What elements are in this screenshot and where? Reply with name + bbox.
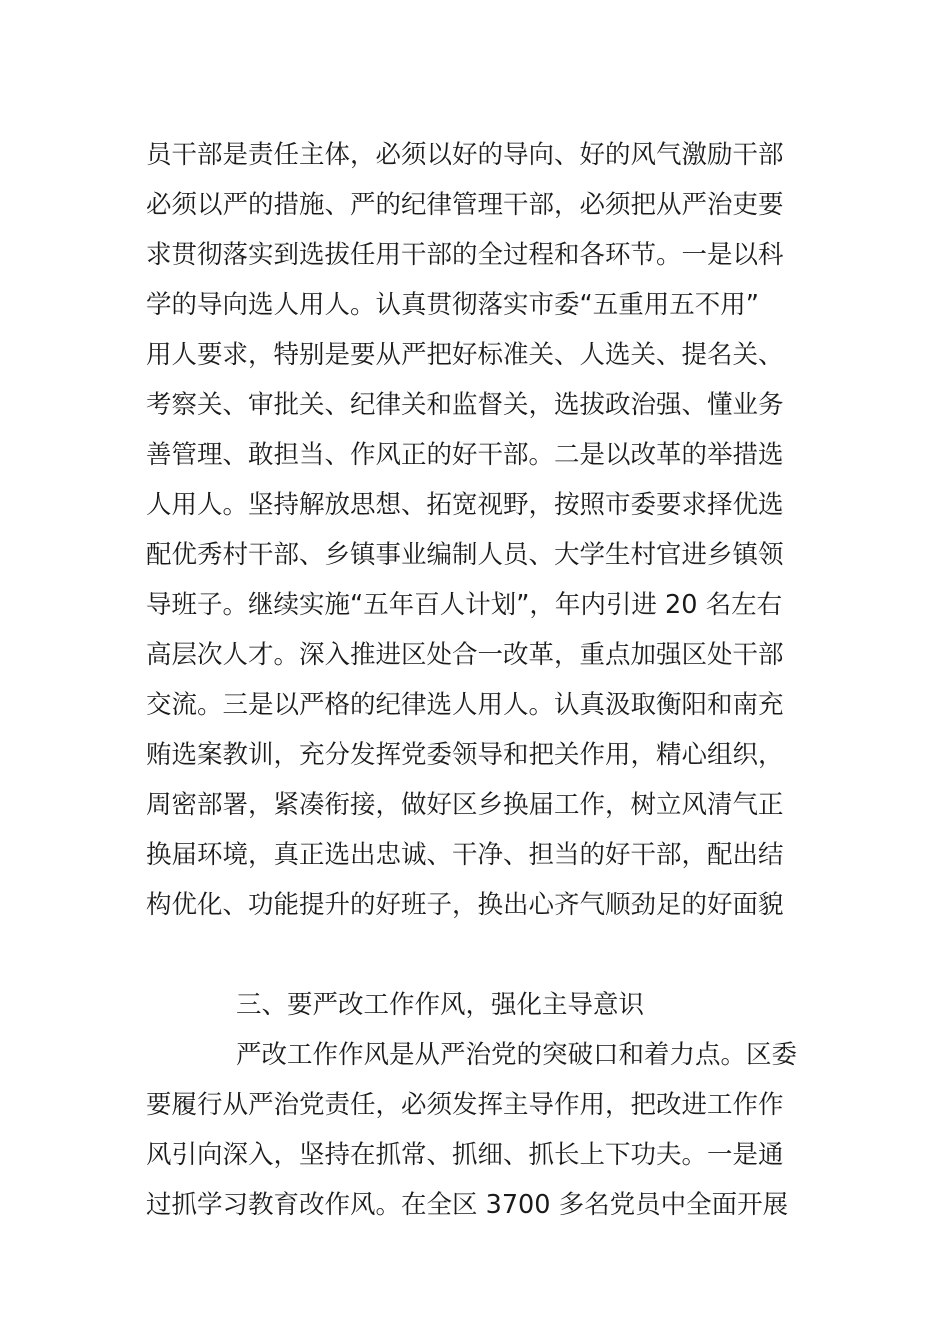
paragraph-1-line: 周密部署，紧凑衔接，做好区乡换届工作，树立风清气正: [146, 790, 784, 820]
paragraph-1-line: 导班子。继续实施“五年百人计划”，年内引进 20 名左右: [146, 590, 783, 620]
paragraph-1-line: 换届环境，真正选出忠诚、干净、担当的好干部，配出结: [146, 840, 784, 870]
paragraph-1-line: 构优化、功能提升的好班子，换出心齐气顺劲足的好面貌: [146, 890, 784, 920]
paragraph-2-line: 严改工作作风是从严治党的突破口和着力点。区委: [236, 1040, 798, 1070]
paragraph-1-line: 高层次人才。深入推进区处合一改革，重点加强区处干部: [146, 640, 784, 670]
paragraph-1-line: 人用人。坚持解放思想、拓宽视野，按照市委要求择优选: [146, 490, 784, 520]
paragraph-2-line: 过抓学习教育改作风。在全区 3700 多名党员中全面开展: [146, 1190, 789, 1220]
paragraph-1-line: 贿选案教训，充分发挥党委领导和把关作用，精心组织，: [146, 740, 784, 770]
paragraph-2-line: 风引向深入，坚持在抓常、抓细、抓长上下功夫。一是通: [146, 1140, 784, 1170]
paragraph-1-line: 配优秀村干部、乡镇事业编制人员、大学生村官进乡镇领: [146, 540, 784, 570]
section-heading: 三、要严改工作作风，强化主导意识: [236, 990, 645, 1020]
paragraph-1-line: 求贯彻落实到选拔任用干部的全过程和各环节。一是以科: [146, 240, 784, 270]
paragraph-1-line: 交流。三是以严格的纪律选人用人。认真汲取衡阳和南充: [146, 690, 784, 720]
paragraph-1-line: 考察关、审批关、纪律关和监督关，选拔政治强、懂业务: [146, 390, 784, 420]
paragraph-1-line: 学的导向选人用人。认真贯彻落实市委“五重用五不用”: [146, 290, 759, 320]
paragraph-1-line: 必须以严的措施、严的纪律管理干部，必须把从严治吏要: [146, 190, 784, 220]
paragraph-1-line: 善管理、敢担当、作风正的好干部。二是以改革的举措选: [146, 440, 784, 470]
paragraph-2-line: 要履行从严治党责任，必须发挥主导作用，把改进工作作: [146, 1090, 784, 1120]
paragraph-1-line: 用人要求，特别是要从严把好标准关、人选关、提名关、: [146, 340, 784, 370]
paragraph-1-line: 员干部是责任主体，必须以好的导向、好的风气激励干部: [146, 140, 784, 170]
